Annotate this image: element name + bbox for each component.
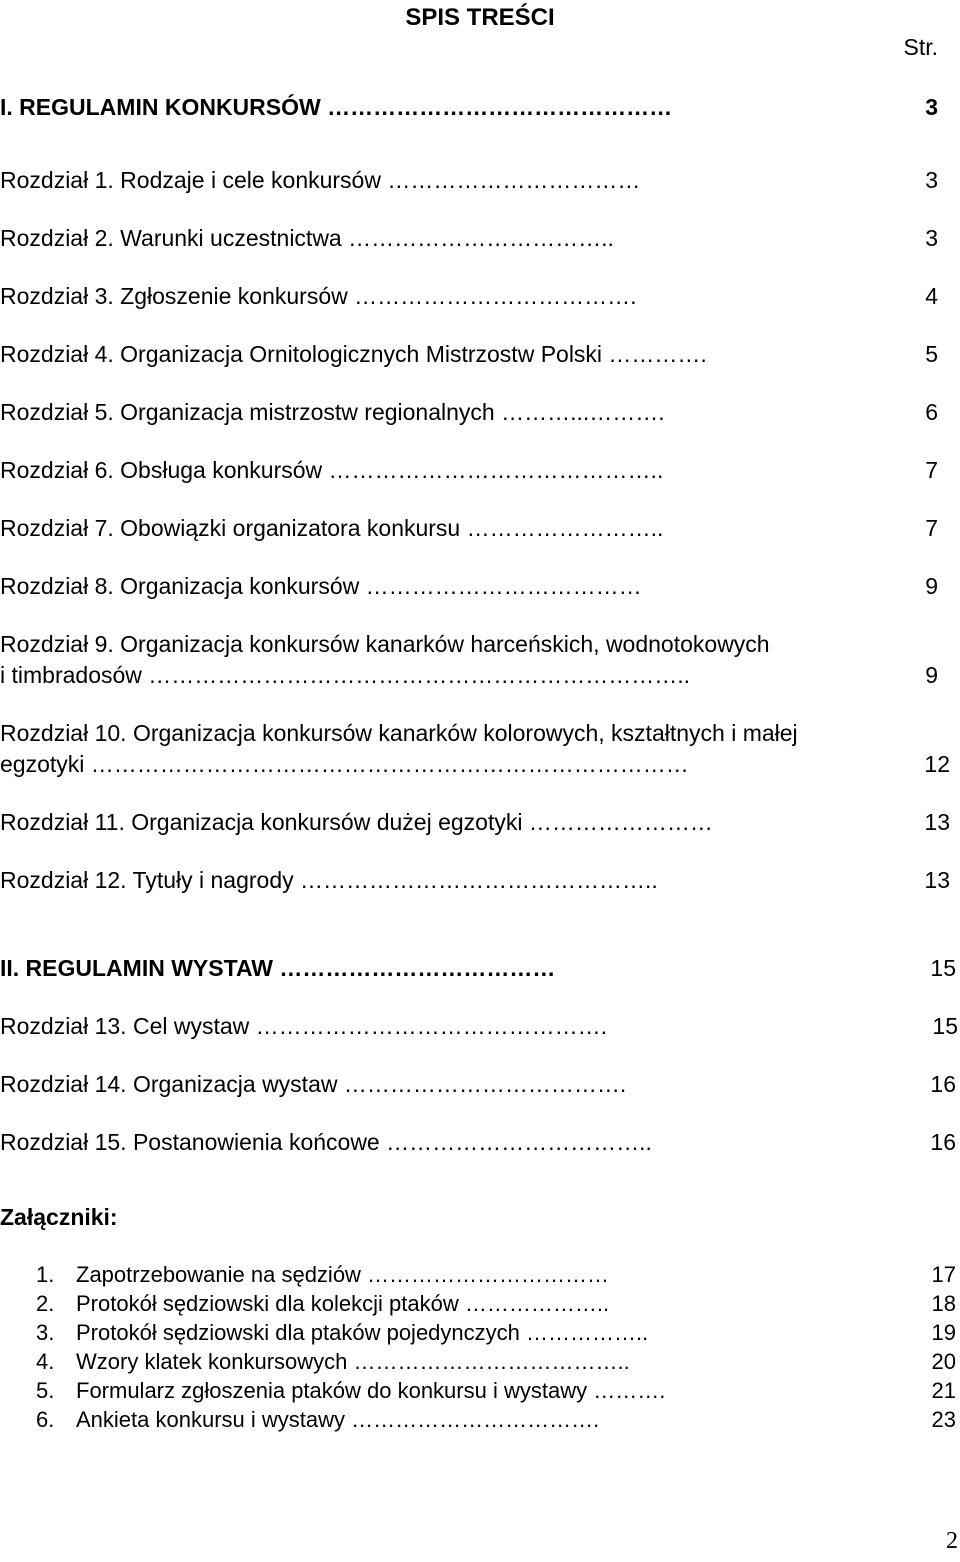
- toc-entry-page: 4: [925, 283, 938, 309]
- toc-entry: Rozdział 3. Zgłoszenie konkursów ……………………………….: [0, 283, 637, 309]
- attachment-text: Wzory klatek konkursowych ………………………………..: [76, 1349, 630, 1374]
- toc-entry-page: 13: [924, 867, 950, 893]
- toc-entry: Rozdział 7. Obowiązki organizatora konkursu ……………………..: [0, 515, 664, 541]
- attachment-page: 20: [931, 1349, 956, 1374]
- attachment-text: Protokół sędziowski dla kolekcji ptaków ………………..: [76, 1291, 610, 1316]
- section-heading-2-page: 15: [930, 955, 956, 981]
- page-title: SPIS TREŚCI: [405, 4, 555, 31]
- attachment-page: 18: [931, 1291, 956, 1316]
- attachment-number: 2.: [36, 1291, 55, 1316]
- toc-entry: Rozdział 13. Cel wystaw ……………………………………….: [0, 1013, 608, 1039]
- toc-entry-page: 5: [925, 341, 938, 367]
- toc-entry-page: 7: [925, 457, 938, 483]
- toc-entry-line2: i timbradosów ……………………………………………………………..: [0, 662, 691, 688]
- toc-entry: Rozdział 14. Organizacja wystaw ……………………………….: [0, 1071, 627, 1097]
- toc-entry-line2: egzotyki ……………………………………………………………………: [0, 751, 689, 777]
- toc-entry: Rozdział 8. Organizacja konkursów ………………………………: [0, 573, 642, 599]
- section-heading-2: II. REGULAMIN WYSTAW ………………………………: [0, 955, 556, 981]
- attachment-number: 4.: [36, 1349, 55, 1374]
- toc-entry-page: 7: [925, 515, 938, 541]
- toc-entry-page: 3: [925, 167, 938, 193]
- section-heading-1: I. REGULAMIN KONKURSÓW ………………………………………: [0, 94, 673, 120]
- toc-entry-page: 13: [924, 809, 950, 835]
- toc-entry-page: 16: [930, 1129, 956, 1155]
- attachment-text: Protokół sędziowski dla ptaków pojedynczych ……………..: [76, 1320, 649, 1345]
- toc-entry-page: 3: [925, 225, 938, 251]
- footer-page-number: 2: [946, 1528, 958, 1554]
- toc-entry-line1: Rozdział 10. Organizacja konkursów kanarków kolorowych, kształtnych i małej: [0, 720, 798, 746]
- toc-entry-page: 16: [930, 1071, 956, 1097]
- toc-entry-line1: Rozdział 9. Organizacja konkursów kanarków harceńskich, wodnotokowych: [0, 631, 770, 657]
- attachment-text: Zapotrzebowanie na sędziów ……………………………: [76, 1262, 610, 1287]
- attachments-heading: Załączniki:: [0, 1204, 118, 1230]
- attachment-page: 19: [931, 1320, 956, 1345]
- toc-entry: Rozdział 2. Warunki uczestnictwa ……………………………..: [0, 225, 614, 251]
- attachment-text: Ankieta konkursu i wystawy …………………………….: [76, 1407, 600, 1432]
- attachment-text: Formularz zgłoszenia ptaków do konkursu i wystawy ……….: [76, 1378, 666, 1403]
- toc-entry-page: 12: [924, 751, 950, 777]
- toc-entry: Rozdział 6. Obsługa konkursów ……………………………………..: [0, 457, 664, 483]
- toc-entry: Rozdział 5. Organizacja mistrzostw regionalnych ………...……….: [0, 399, 665, 425]
- attachment-page: 23: [931, 1407, 956, 1432]
- toc-entry-page: 6: [925, 399, 938, 425]
- toc-entry-page: 15: [932, 1013, 958, 1039]
- attachment-number: 5.: [36, 1378, 55, 1403]
- page-column-header: Str.: [903, 34, 938, 60]
- toc-entry: Rozdział 11. Organizacja konkursów dużej egzotyki ……………………: [0, 809, 713, 835]
- attachment-number: 6.: [36, 1407, 55, 1432]
- toc-entry: Rozdział 1. Rodzaje i cele konkursów ……………………………: [0, 167, 641, 193]
- toc-entry-page: 9: [925, 662, 938, 688]
- toc-entry-page: 9: [925, 573, 938, 599]
- toc-entry: Rozdział 4. Organizacja Ornitologicznych Mistrzostw Polski ………….: [0, 341, 707, 367]
- attachment-number: 3.: [36, 1320, 55, 1345]
- attachment-page: 17: [931, 1262, 956, 1287]
- toc-entry: Rozdział 15. Postanowienia końcowe ……………………………..: [0, 1129, 652, 1155]
- attachment-page: 21: [931, 1378, 956, 1403]
- attachment-number: 1.: [36, 1262, 55, 1287]
- toc-entry: Rozdział 12. Tytuły i nagrody ………………………………………..: [0, 867, 658, 893]
- section-heading-1-page: 3: [925, 94, 938, 120]
